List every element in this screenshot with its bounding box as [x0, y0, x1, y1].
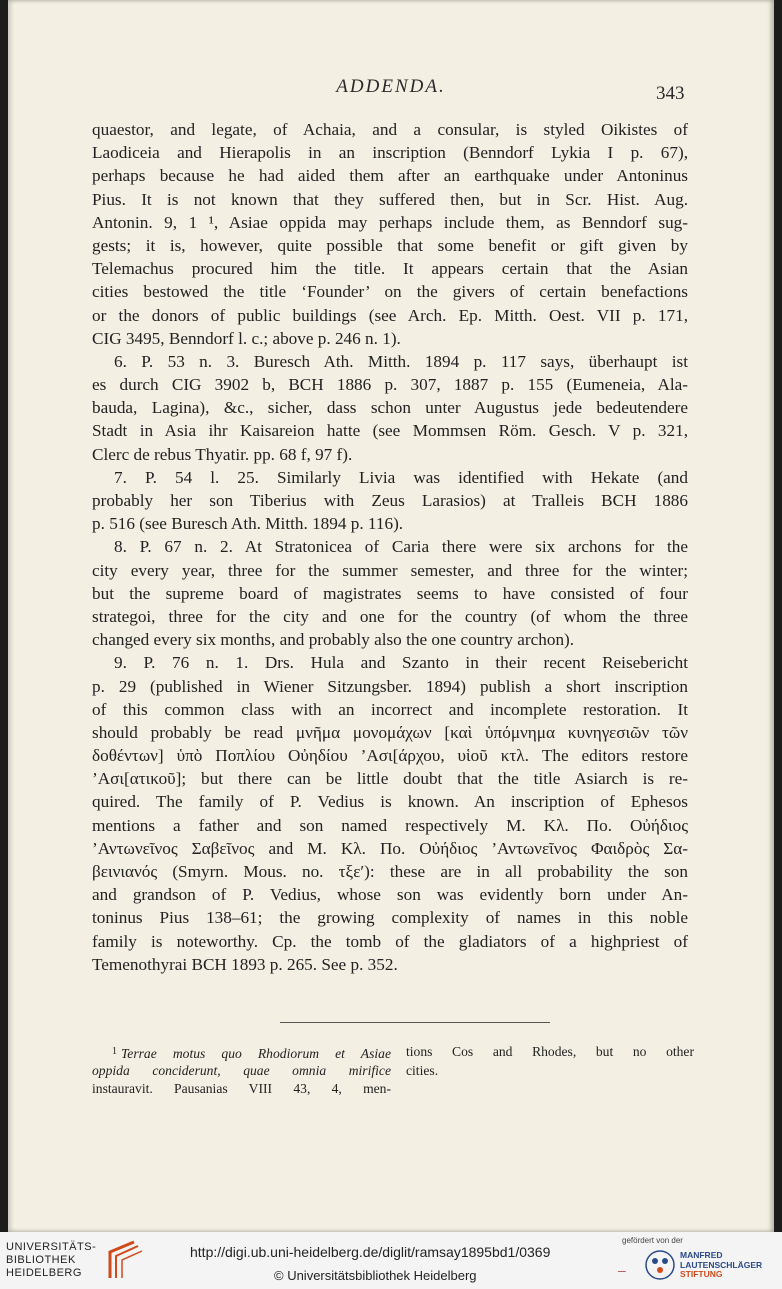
text-line: or the donors of public buildings (see Arch. Ep. Mitth. Oest. VII p. 171,: [92, 305, 688, 325]
text-line: Clerc de rebus Thyatir. pp. 68 f, 97 f).: [92, 444, 353, 464]
body-text: [92, 118, 688, 976]
text-line: Laodiceia and Hierapolis in an inscription (Benndorf Lykia I p. 67),: [92, 143, 688, 163]
footnote-line: $^1$ Terrae motus quo Rhodiorum et Asiae: [112, 1046, 391, 1061]
text-line: family is noteworthy. Cp. the tomb of the gladiators of a highpriest of: [92, 931, 688, 951]
text-line: changed every six months, and probably also the one country archon).: [92, 630, 575, 650]
text-line: Temenothyrai BCH 1893 p. 265. See p. 352.: [92, 954, 398, 974]
footnote-marker: 1: [112, 1046, 117, 1057]
text-line: cities bestowed the title ‘Founder’ on the givers of certain benefactions: [92, 282, 688, 302]
text-line: Telemachus procured him the title. It appears certain that the Asian: [92, 259, 688, 279]
footnote-line: oppida conciderunt, quae omnia mirifice: [92, 1062, 391, 1078]
copyright-notice: © Universitätsbibliothek Heidelberg: [274, 1268, 477, 1283]
sponsor-name: MANFRED LAUTENSCHLÄGER STIFTUNG: [680, 1250, 763, 1279]
sponsor-intro: gefördert von der: [622, 1236, 683, 1245]
text-line: but the supreme board of magistrates seems to have consisted of four: [92, 583, 688, 603]
text-line: Pius. It is not known that they suffered then, but in Scr. Hist. Aug.: [92, 189, 688, 209]
text-line: strategoi, three for the city and one for the country (of whom the three: [92, 606, 688, 626]
text-line: CIG 3495, Benndorf l. c.; above p. 246 n. 1).: [92, 328, 401, 348]
text-line: mentions a father and son named respectively Μ. Κλ. Πο. Οὐήδιος: [92, 815, 688, 835]
footnote-line: cities.: [406, 1062, 439, 1078]
text-line: bauda, Lagina), &c., sicher, dass schon unter Augustus jede bedeutendere: [92, 398, 688, 418]
text-line: 9. P. 76 n. 1. Drs. Hula and Szanto in their recent Reisebericht: [114, 653, 688, 673]
text-line: βεινιανός (Smyrn. Mous. no. τξε′): these are in all probability the son: [92, 862, 688, 881]
footnote-right-column: [406, 1043, 694, 1080]
text-line: toninus Pius 138–61; the growing complexity of names in this noble: [92, 908, 688, 928]
text-line: quaestor, and legate, of Achaia, and a consular, is styled Oikistes of: [92, 120, 688, 139]
text-line: p. 516 (see Buresch Ath. Mitth. 1894 p. 116).: [92, 514, 404, 534]
text-line: quired. The family of P. Vedius is known. An inscription of Ephesos: [92, 792, 688, 812]
text-line: δοθέντων] ὑπὸ Ποπλίου Οὐηδίου ’Ασι[άρχου, υἱοῦ κτλ. The editors restore: [92, 746, 688, 766]
footnote-line: instauravit. Pausanias VIII 43, 4, men-: [92, 1081, 391, 1096]
separator-dash: –: [618, 1262, 626, 1278]
university-logo-icon: [104, 1238, 144, 1282]
text-line: gests; it is, however, quite possible that some benefit or gift given by: [92, 235, 688, 255]
text-line: p. 29 (published in Wiener Sitzungsber. 1894) publish a short inscription: [92, 676, 688, 696]
text-line: Antonin. 9, 1 ¹, Asiae oppida may perhaps include them, as Benndorf sug-: [92, 212, 688, 232]
permalink-url[interactable]: http://digi.ub.uni-heidelberg.de/diglit/ramsay1895bd1/0369: [190, 1244, 551, 1260]
text-line: 8. P. 67 n. 2. At Stratonicea of Caria there were six archons for the: [114, 537, 688, 557]
text-line: Stadt in Asia ihr Kaisareion hatte (see Mommsen Röm. Gesch. V p. 321,: [92, 421, 688, 441]
text-line: es durch CIG 3902 b, BCH 1886 p. 307, 1887 p. 155 (Eumeneia, Ala-: [92, 375, 688, 395]
page-number: 343: [656, 83, 685, 104]
text-line: and grandson of P. Vedius, whose son was evidently born under An-: [92, 885, 688, 905]
footnote-divider: [280, 1022, 550, 1023]
text-line: of this common class with an incorrect and incomplete restoration. It: [92, 699, 688, 719]
library-name: UNIVERSITÄTS- BIBLIOTHEK HEIDELBERG: [6, 1241, 97, 1279]
book-page: [8, 0, 774, 1232]
footnote-line: tions Cos and Rhodes, but no other: [406, 1044, 694, 1059]
text-line: perhaps because he had aided them after an earthquake under Antoninus: [92, 166, 688, 186]
text-line: 6. P. 53 n. 3. Buresch Ath. Mitth. 1894 p. 117 says, überhaupt ist: [114, 351, 688, 371]
text-line: city every year, three for the summer semester, and three for the winter;: [92, 560, 688, 580]
text-line: should probably be read μνῆμα μονομάχων [καὶ ὑπόμνημα κυνηγεσιῶν τῶν: [92, 722, 688, 742]
footnote-left-column: [92, 1043, 391, 1099]
digital-library-footer: [0, 1232, 782, 1289]
text-line: 7. P. 54 l. 25. Similarly Livia was identified with Hekate (and: [114, 467, 688, 487]
text-line: probably her son Tiberius with Zeus Larasios) at Tralleis BCH 1886: [92, 491, 688, 510]
running-header-title: ADDENDA.: [336, 76, 446, 97]
text-line: ’Αντωνεῖνος Σαβεῖνος and Μ. Κλ. Πο. Οὐήδιος ’Αντωνεῖνος Φαιδρὸς Σα-: [92, 838, 688, 858]
text-line: ’Ασι[ατικοῦ]; but there can be little doubt that the title Asiarch is re-: [92, 769, 688, 789]
foundation-logo-icon: [644, 1249, 676, 1281]
